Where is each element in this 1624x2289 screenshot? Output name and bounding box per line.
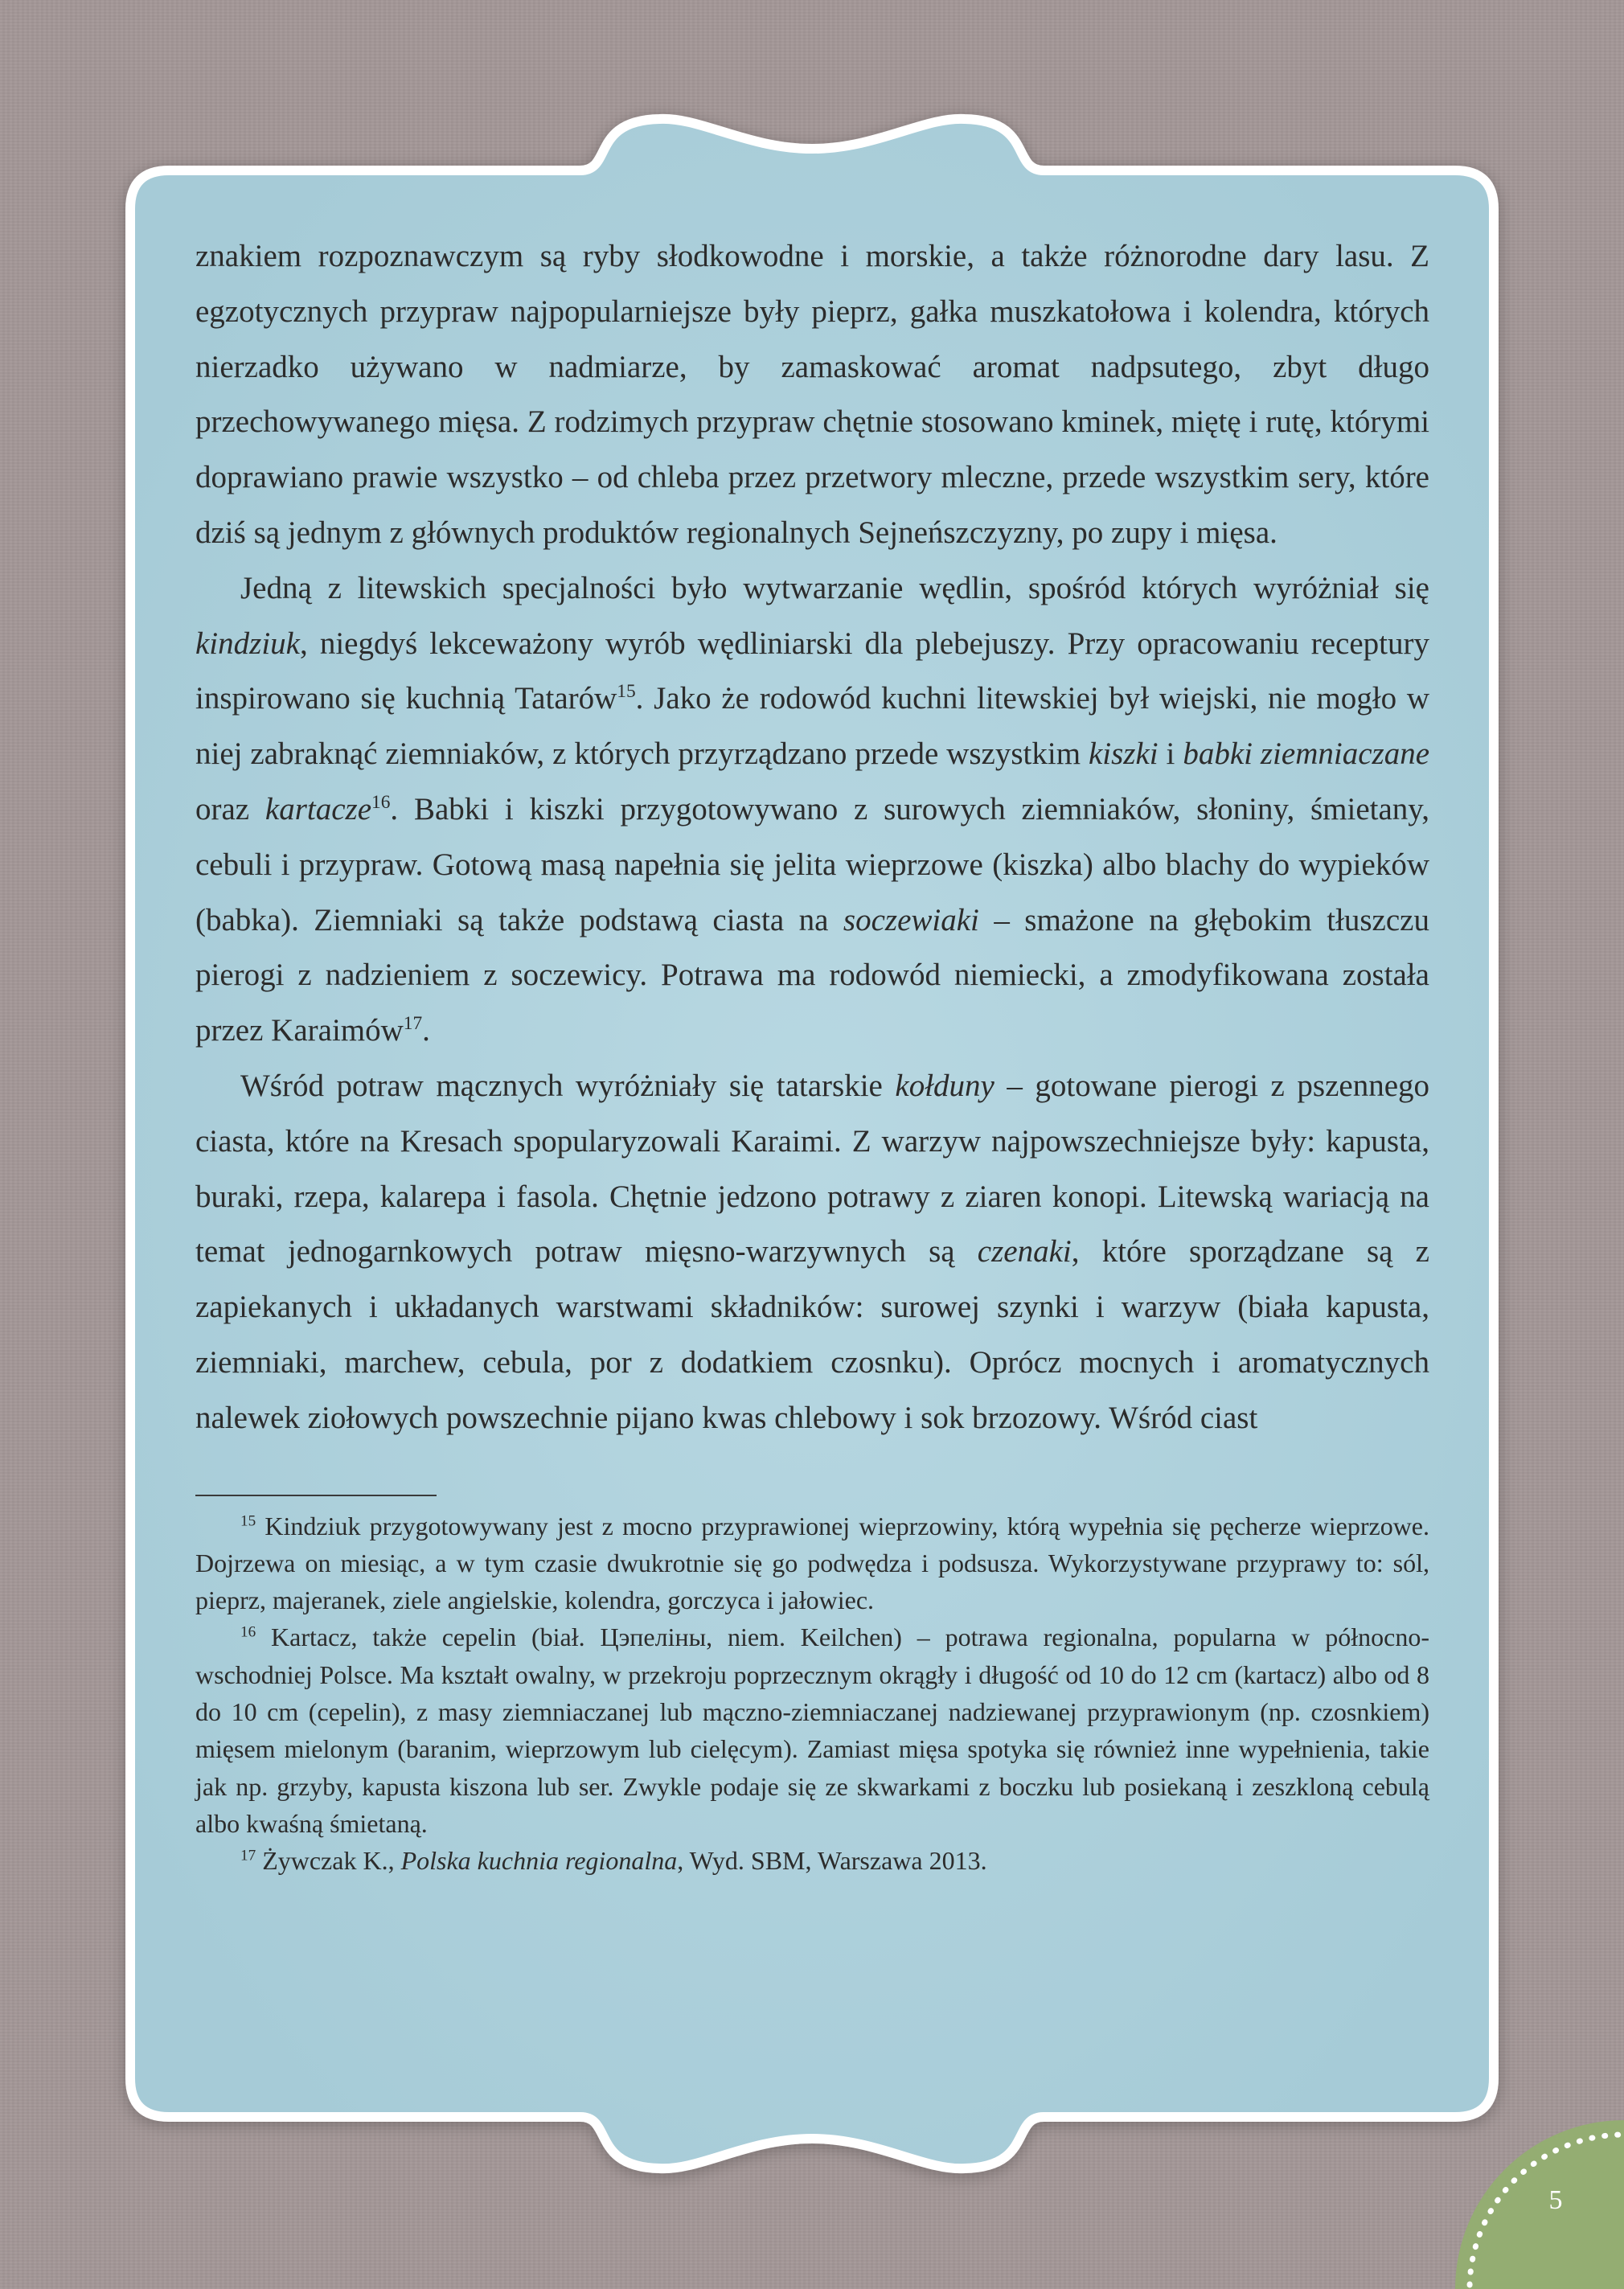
paragraph-2 [195,561,1429,1059]
paragraph-2-text: . Babki i kiszki przygotowywano z surowych ziemniaków, słoniny, śmietany, cebuli i przypraw. Gotową masą napełnia się jelita wieprzowe (kiszka) albo blachy do wypieków (babka). Ziemniaki są także podstawą ciasta na [195,791,1430,937]
italic-term: soczewiaki [843,902,979,937]
footnote-number: 16 [240,1623,256,1641]
paragraph-2-text: i [1158,736,1183,772]
paragraph-1-text: znakiem rozpoznawczym są ryby słodkowodne i morskie, a także różnorodne dary lasu. Z egzotycznych przypraw najpopularniejsze były pieprz, gałka muszkatołowa i kolendra, których nierzadko używano w nadmiarze, by zamaskować aromat nadpsutego, zbyt długo przechowywanego mięsa. Z rodzimych przypraw chętnie stosowano kminek, miętę i rutę, którymi doprawiano prawie wszystko – od chleba przez przetwory mleczne, przede wszystkim sery, które dziś są jednym z głównych produktów regionalnych Sejneńszczyzny, po zupy i mięsa. [195,239,1429,550]
italic-term: kołduny [895,1068,994,1103]
footnote-number: 15 [240,1512,256,1529]
footnote-text: Kindziuk przygotowywany jest z mocno przyprawionej wieprzowiny, którą wypełnia się pęcherze wieprzowe. Dojrzewa on miesiąc, a w tym czasie dwukrotnie się go podwędza i podsusza. Wykorzystywane przyprawy to: sól, pieprz, majeranek, ziele angielskie, kolendra, gorczyca i jałowiec. [195,1511,1429,1615]
paragraph-2-text: Jedną z litewskich specjalności było wytwarzanie wędlin, spośród których wyróżniał się [240,570,1429,605]
footnote-15 [195,1508,1429,1619]
footnote-number: 17 [240,1847,256,1864]
paragraph-2-text: oraz [195,791,265,827]
paragraph-3 [195,1059,1429,1446]
footnote-text: , Wyd. SBM, Warszawa 2013. [677,1846,987,1876]
italic-term: babki ziemniaczane [1183,736,1430,772]
footnote-divider [195,1495,437,1496]
footnote-16 [195,1618,1429,1842]
paragraph-2-text: . [422,1013,430,1048]
paragraph-3-text: , które sporządzane są z zapiekanych i układanych warstwami składników: surowej szynki i warzyw (biała kapusta, ziemniaki, marchew, cebula, por z dodatkiem czosnku). Oprócz mocnych i aromatycznych nalewek ziołowych powszechnie pijano kwas chlebowy i sok brzozowy. Wśród ciast [195,1234,1429,1435]
page-content [195,229,1429,1880]
footnote-ref-16[interactable]: 16 [371,791,391,813]
footnote-text: Żywczak K., [256,1846,401,1876]
footnote-ref-17[interactable]: 17 [403,1013,423,1035]
italic-term: kiszki [1088,736,1159,772]
paragraph-3-text: Wśród potraw mącznych wyróżniały się tatarskie [240,1068,896,1103]
page-number: 5 [1548,2185,1563,2215]
paragraph-1 [195,229,1429,561]
footnote-17 [195,1842,1429,1879]
body-text [195,229,1429,1446]
italic-term: czenaki [977,1234,1072,1270]
paragraph-2-text: – smażone na głębokim tłuszczu pierogi z nadzieniem z soczewicy. Potrawa ma rodowód niemiecki, a zmodyfikowana została przez Karaimów [195,902,1429,1048]
paragraph-2-text: , niegdyś lekceważony wyrób wędliniarski dla plebejuszy. Przy opracowaniu receptury inspirowano się kuchnią Tatarów [195,626,1429,716]
footnotes [195,1508,1429,1880]
paragraph-3-text: – gotowane pierogi z pszennego ciasta, które na Kresach spopularyzowali Karaimi. Z warzyw najpowszechniejsze były: kapusta, buraki, rzepa, kalarepa i fasola. Chętnie jedzono potrawy z ziaren konopi. Litewską wariacją na temat jednogarnkowych potraw mięsno-warzywnych są [195,1068,1430,1270]
footnote-ref-15[interactable]: 15 [617,681,636,703]
footnote-book-title: Polska kuchnia regionalna [400,1846,678,1876]
italic-term: kindziuk [195,626,300,661]
footnote-text: Kartacz, także cepelin (biał. Цэпеліны, niem. Keilchen) – potrawa regionalna, popularna w północno-wschodniej Polsce. Ma kształt owalny, w przekroju poprzecznym okrągły i długość od 10 do 12 cm (kartacz) albo od 8 do 10 cm (cepelin), z masy ziemniaczanej lub mączno-ziemniaczanej nadziewanej przyprawionym (np. czosnkiem) mięsem mielonym (baranim, wieprzowym lub cielęcym). Zamiast mięsa spotyka się również inne wypełnienia, takie jak np. grzyby, kapusta kiszona lub ser. Zwykle podaje się ze skwarkami z boczku lub posiekaną i zeszkloną cebulą albo kwaśną śmietaną. [195,1622,1429,1838]
paragraph-2-text: . Jako że rodowód kuchni litewskiej był wiejski, nie mogło w niej zabraknąć ziemniaków, z których przyrządzano przede wszystkim [195,681,1429,772]
italic-term: kartacze [265,791,372,827]
